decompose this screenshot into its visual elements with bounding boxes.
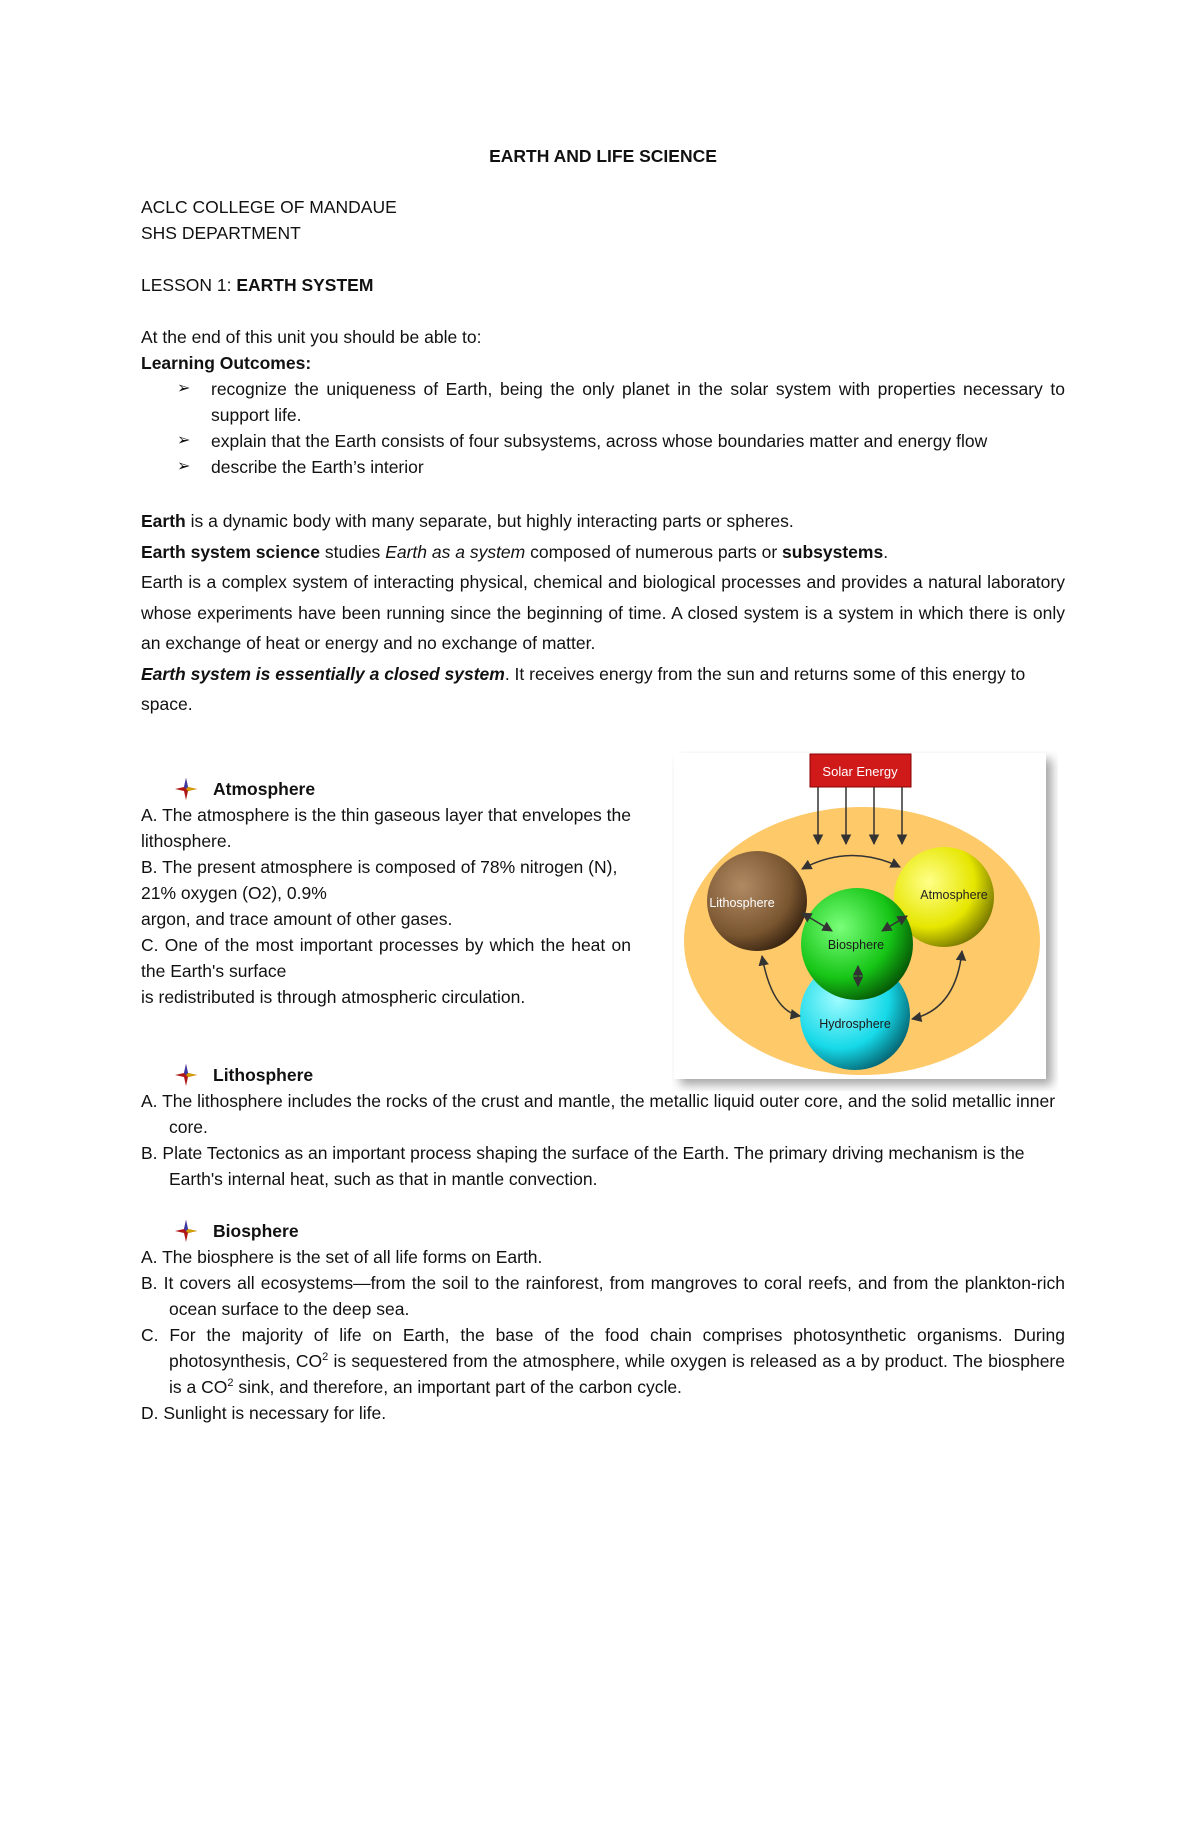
biosphere-b: B. It covers all ecosystems—from the soil to the rainforest, from mangroves to coral reefs, and from the plankton-rich ocean surface to the deep sea. (141, 1272, 1065, 1319)
atmosphere-heading: Atmosphere (175, 776, 1065, 802)
biosphere-c: C. For the majority of life on Earth, the base of the food chain comprises photosynthetic organisms. During photosynthesis, $CO^2$ is sequestered from the atmosphere, while oxygen is released as a by product. The biosphere is a $CO^2$ sink, and therefore, an important part of the carbon cycle. (141, 1324, 1065, 1397)
atmosphere-a: A. The atmosphere is the thin gaseous layer that envelopes the lithosphere. (141, 804, 631, 851)
atmosphere-c2: is redistributed is through atmospheric circulation. (141, 986, 526, 1007)
para-closed-system: Earth system is essentially a closed system. It receives energy from the sun and returns some of this energy to space. (141, 663, 1026, 714)
list-item: ➢ describe the Earth’s interior (211, 454, 1065, 480)
arrow-bullet-icon: ➢ (177, 458, 191, 475)
biosphere-label: Biosphere (827, 938, 885, 952)
outcomes-heading: Learning Outcomes: (141, 353, 312, 373)
atmosphere-b2: argon, and trace amount of other gases. (141, 908, 453, 929)
atmosphere-c1: C. One of the most important processes by which the heat on the Earth's surface (141, 934, 631, 981)
para-earth: Earth is a dynamic body with many separate, but highly interacting parts or spheres. (141, 511, 794, 531)
page-title: EARTH AND LIFE SCIENCE (489, 146, 717, 166)
hydrosphere-label: Hydrosphere (819, 1017, 891, 1031)
earth-system-diagram (672, 751, 1058, 1091)
solar-energy-label: Solar Energy (822, 764, 898, 779)
para-earth-system-science: Earth system science studies Earth as a system composed of numerous parts or subsystems. (141, 541, 889, 562)
atmosphere-section (141, 802, 631, 1010)
lithosphere-a: A. The lithosphere includes the rocks of the crust and mantle, the metallic liquid outer core, and the solid metallic inner core. (141, 1090, 1056, 1137)
department-name: SHS DEPARTMENT (141, 223, 301, 243)
pin-bullet-icon (175, 1064, 197, 1086)
intro-text: At the end of this unit you should be able to: (141, 327, 482, 347)
pin-bullet-icon (175, 778, 197, 800)
list-item: ➢ recognize the uniqueness of Earth, being the only planet in the solar system with properties necessary to support life. (211, 376, 1065, 428)
lesson-title: EARTH SYSTEM (236, 275, 374, 295)
biosphere-heading: Biosphere (175, 1218, 1065, 1244)
lesson-line (141, 272, 1065, 298)
atmosphere-b1: B. The present atmosphere is composed of 78% nitrogen (N), 21% oxygen (O2), 0.9% (141, 856, 618, 903)
lithosphere-label: Lithosphere (709, 896, 775, 910)
outcomes-list (141, 376, 1065, 480)
arrow-bullet-icon: ➢ (177, 380, 191, 397)
biosphere-d: D. Sunlight is necessary for life. (141, 1402, 387, 1423)
list-item: ➢ explain that the Earth consists of four subsystems, across whose boundaries matter and energy flow (211, 428, 1065, 454)
lesson-prefix: LESSON 1: (141, 275, 237, 295)
biosphere-a: A. The biosphere is the set of all life forms on Earth. (141, 1246, 543, 1267)
arrow-bullet-icon: ➢ (177, 432, 191, 449)
lithosphere-b: B. Plate Tectonics as an important process shaping the surface of the Earth. The primary driving mechanism is the Earth's internal heat, such as that in mantle convection. (141, 1142, 1025, 1189)
para-complex-system: Earth is a complex system of interacting physical, chemical and biological processes and provides a natural laboratory whose experiments have been running since the beginning of time. A closed system is a system in which there is only an exchange of heat or energy and no exchange of matter. (141, 572, 1065, 653)
school-name: ACLC COLLEGE OF MANDAUE (141, 197, 397, 217)
pin-bullet-icon (175, 1220, 197, 1242)
atmosphere-label: Atmosphere (920, 888, 988, 902)
lithosphere-heading: Lithosphere (175, 1062, 1065, 1088)
